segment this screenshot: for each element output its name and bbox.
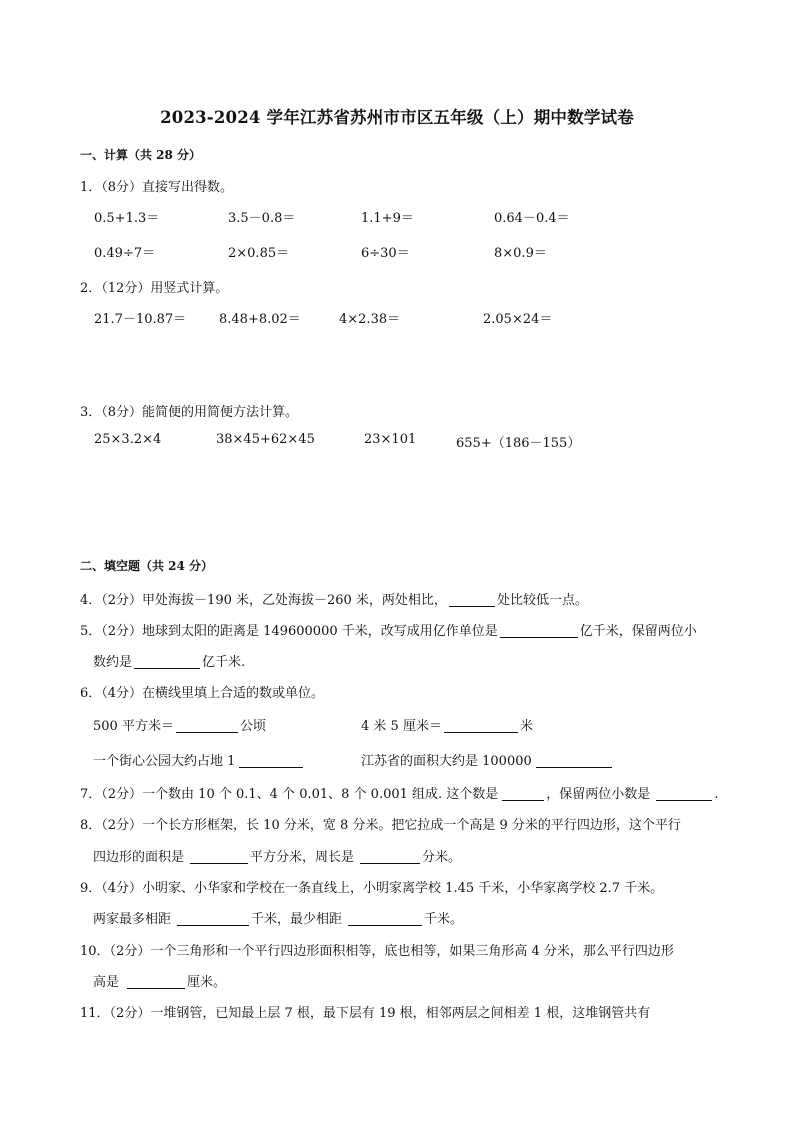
q4-text-a: 4．（2分）甲处海拔－190 米，乙处海拔－260 米，两处相比， xyxy=(80,593,447,608)
q6-item-4-text: 江苏省的面积大约是 100000 xyxy=(361,754,532,769)
section-heading-fill-in: 二、填空题（共 24 分） xyxy=(80,559,214,573)
question-7 xyxy=(80,783,718,802)
answer-blank[interactable] xyxy=(177,911,249,926)
answer-blank[interactable] xyxy=(176,718,238,733)
q1-item: 8×0.9＝ xyxy=(494,246,547,261)
question-8-line-1: 8．（2分）一个长方形框架，长 10 分米，宽 8 分米。把它拉成一个高是 9 分米的平行四边形，这个平行 xyxy=(80,818,681,833)
q10-text-b: 高是 xyxy=(93,975,120,990)
answer-blank[interactable] xyxy=(134,654,200,669)
answer-blank[interactable] xyxy=(444,718,518,733)
answer-blank[interactable] xyxy=(239,753,303,768)
q3-item: 25×3.2×4 xyxy=(94,432,162,447)
question-10-line-1: 10．（2分）一个三角形和一个平行四边形面积相等，底也相等，如果三角形高 4 分米，那么平行四边形 xyxy=(80,944,674,959)
answer-blank[interactable] xyxy=(348,911,422,926)
question-2-stem: 2．（12分）用竖式计算。 xyxy=(80,281,229,296)
question-4 xyxy=(80,589,588,608)
q3-item: 23×101 xyxy=(364,432,417,447)
answer-blank[interactable] xyxy=(502,786,544,801)
q5-text-b: 亿千米，保留两位小 xyxy=(579,624,697,639)
q9-text-c: 千米，最少相距 xyxy=(251,912,343,927)
q3-item: 655+（186－155） xyxy=(456,436,581,451)
q6-item-4 xyxy=(361,750,614,769)
question-9-line-2 xyxy=(93,908,463,927)
question-9-line-1: 9．（4分）小明家、小华家和学校在一条直线上，小明家离学校 1.45 千米，小华家离学校 2.7 千米。 xyxy=(80,881,664,896)
answer-blank[interactable] xyxy=(190,849,248,864)
q3-item: 38×45+62×45 xyxy=(216,432,315,447)
answer-blank[interactable] xyxy=(127,974,185,989)
page-title: 2023-2024 学年江苏省苏州市市区五年级（上）期中数学试卷 xyxy=(160,108,634,127)
answer-blank[interactable] xyxy=(360,849,420,864)
q2-item: 21.7－10.87＝ xyxy=(94,312,187,327)
q1-item: 2×0.85＝ xyxy=(228,246,290,261)
q2-item: 2.05×24＝ xyxy=(483,312,553,327)
q8-text-d: 分米。 xyxy=(422,850,462,865)
q6-item-1-text: 500 平方米＝ xyxy=(93,719,174,734)
q8-text-b: 四边形的面积是 xyxy=(93,850,185,865)
q7-text-a: 7．（2分）一个数由 10 个 0.1、4 个 0.01、8 个 0.001 组成. 这个数是 xyxy=(80,787,499,802)
q1-item: 6÷30＝ xyxy=(361,246,410,261)
q10-text-c: 厘米。 xyxy=(187,975,227,990)
answer-blank[interactable] xyxy=(536,753,612,768)
q1-item: 0.5+1.3＝ xyxy=(94,211,160,226)
question-11-line-1: 11．（2分）一堆钢管，已知最上层 7 根，最下层有 19 根，相邻两层之间相差 1 根，这堆钢管共有 xyxy=(80,1006,651,1021)
q1-item: 3.5－0.8＝ xyxy=(228,211,296,226)
question-3-stem: 3．（8分）能简便的用简便方法计算。 xyxy=(80,405,299,420)
q9-text-b: 两家最多相距 xyxy=(93,912,172,927)
question-5-line-2 xyxy=(93,651,245,670)
q8-text-c: 平方分米，周长是 xyxy=(250,850,355,865)
section-heading-calculation: 一、计算（共 28 分） xyxy=(80,148,202,162)
q6-item-1 xyxy=(93,715,266,734)
q1-item: 0.49÷7＝ xyxy=(94,246,156,261)
q2-item: 4×2.38＝ xyxy=(339,312,401,327)
q6-item-3-text: 一个街心公园大约占地 1 xyxy=(93,754,236,769)
q6-item-2-text: 4 米 5 厘米＝ xyxy=(361,719,442,734)
q1-item: 1.1+9＝ xyxy=(361,211,414,226)
question-5-line-1 xyxy=(80,620,697,639)
answer-blank[interactable] xyxy=(500,623,578,638)
q5-text-a: 5．（2分）地球到太阳的距离是 149600000 千米，改写成用亿作单位是 xyxy=(80,624,498,639)
q5-text-c: 数约是 xyxy=(93,655,133,670)
question-6-stem: 6．（4分）在横线里填上合适的数或单位。 xyxy=(80,686,325,701)
q6-item-2-unit: 米 xyxy=(519,719,533,734)
q9-text-d: 千米。 xyxy=(424,912,464,927)
q1-item: 0.64－0.4＝ xyxy=(494,211,570,226)
question-8-line-2 xyxy=(93,846,461,865)
q5-text-d: 亿千米. xyxy=(202,655,246,670)
q7-text-c: . xyxy=(714,787,719,802)
question-1-stem: 1．（8分）直接写出得数。 xyxy=(80,180,234,195)
question-10-line-2 xyxy=(93,971,226,990)
q2-item: 8.48+8.02＝ xyxy=(219,312,301,327)
answer-blank[interactable] xyxy=(449,592,495,607)
q6-item-3 xyxy=(93,750,305,769)
q4-text-b: 处比较低一点。 xyxy=(496,593,588,608)
q7-text-b: ，保留两位小数是 xyxy=(546,787,651,802)
answer-blank[interactable] xyxy=(656,786,712,801)
q6-item-1-unit: 公顷 xyxy=(239,719,266,734)
q6-item-2 xyxy=(361,715,533,734)
